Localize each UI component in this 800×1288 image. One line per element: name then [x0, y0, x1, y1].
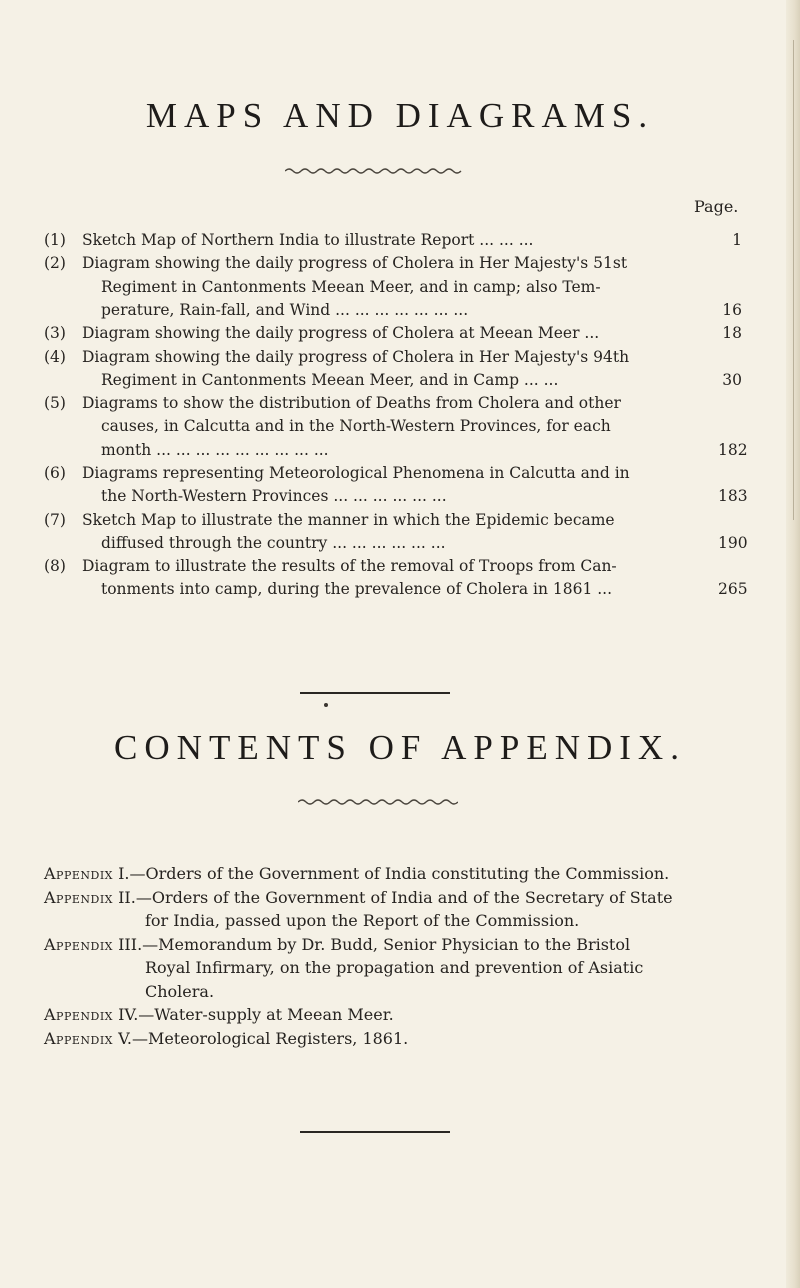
entry-text-line: Diagram to illustrate the results of the removal of Troops from Can- [82, 557, 617, 576]
entry-number: (3) [44, 324, 66, 343]
ornament-squiggle [285, 166, 463, 176]
entry-page-number: 30 [722, 370, 742, 389]
appendix-label: Appendix [44, 887, 114, 907]
entry-page-number: 182 [718, 440, 748, 459]
entry-text-line: Regiment in Cantonments Meean Meer, and in camp; also Tem- [101, 277, 601, 296]
entry-text-line: Sketch Map to illustrate the manner in which the Epidemic became [82, 510, 615, 529]
appendix-text: Royal Infirmary, on the propagation and prevention of Asiatic [145, 958, 644, 977]
appendix-text: II.—Orders of the Government of India and of the Secretary of State [118, 887, 673, 907]
entry-text-line: Regiment in Cantonments Meean Meer, and in Camp ... ... [101, 370, 559, 389]
appendix-text: I.—Orders of the Government of India constituting the Commission. [118, 864, 670, 883]
appendix-item [44, 935, 630, 954]
appendix-text: IV.—Water-supply at Meean Meer. [118, 1005, 394, 1024]
entry-text-line: Diagrams to show the distribution of Deaths from Cholera and other [82, 394, 621, 413]
appendix-item [44, 864, 669, 883]
entry-text-line: month ... ... ... ... ... ... ... ... ... [101, 440, 329, 459]
appendix-label: Appendix [44, 1028, 114, 1048]
entry-text-line: the North-Western Provinces ... ... ... ... ... ... [101, 487, 447, 506]
divider [300, 1131, 450, 1133]
entry-number: (1) [44, 231, 66, 249]
appendix-text: for India, passed upon the Report of the Commission. [145, 911, 580, 930]
entry-number: (7) [44, 510, 66, 529]
page-column-header: Page. [694, 197, 739, 216]
appendix-text: III.—Memorandum by Dr. Budd, Senior Physician to the Bristol [118, 934, 631, 954]
entry-number: (5) [44, 394, 66, 413]
entry-text-line: Diagrams representing Meteorological Phenomena in Calcutta and in [82, 464, 630, 482]
entry-page-number: 190 [718, 533, 748, 552]
entry-page-number: 18 [722, 324, 742, 343]
appendix-label: Appendix [44, 1005, 114, 1024]
entry-page-number: 183 [718, 487, 748, 506]
appendix-item [44, 1029, 408, 1048]
entry-page-number: 265 [718, 580, 748, 599]
appendix-text: Cholera. [145, 981, 215, 1001]
entry-number: (8) [44, 557, 66, 576]
appendix-label: Appendix [44, 864, 114, 883]
appendix-item [44, 888, 673, 907]
entry-number: (4) [44, 347, 66, 366]
divider [300, 692, 450, 694]
entry-number: (6) [44, 464, 66, 482]
entry-number: (2) [44, 254, 66, 273]
ink-dot [324, 703, 328, 707]
ornament-squiggle [298, 797, 458, 807]
maps-title: MAPS AND DIAGRAMS. [145, 96, 655, 135]
entry-text-line: diffused through the country ... ... ... ... ... ... [101, 533, 446, 552]
appendix-item [44, 1005, 394, 1024]
appendix-item-continuation [145, 958, 643, 977]
entry-text-line: Diagram showing the daily progress of Cholera in Her Majesty's 51st [82, 254, 628, 273]
appendix-text: V.—Meteorological Registers, 1861. [118, 1028, 409, 1048]
entry-page-number: 16 [722, 300, 742, 319]
appendix-item-continuation [145, 982, 214, 1001]
appendix-item-continuation [145, 911, 579, 930]
entry-text-line: Diagram showing the daily progress of Cholera at Meean Meer ... [82, 324, 600, 343]
appendix-label: Appendix [44, 934, 114, 954]
entry-text-line: causes, in Calcutta and in the North-Western Provinces, for each [101, 417, 611, 436]
entry-text-line: Sketch Map of Northern India to illustrate Report ... ... ... [82, 231, 534, 249]
appendix-title: CONTENTS OF APPENDIX. [114, 728, 686, 767]
page-edge [786, 0, 800, 1288]
entry-text-line: tonments into camp, during the prevalence of Cholera in 1861 ... [101, 580, 613, 599]
entry-text-line: perature, Rain-fall, and Wind ... ... ... ... ... ... ... [101, 300, 469, 319]
entry-page-number: 1 [732, 231, 742, 249]
entry-text-line: Diagram showing the daily progress of Cholera in Her Majesty's 94th [82, 347, 630, 366]
